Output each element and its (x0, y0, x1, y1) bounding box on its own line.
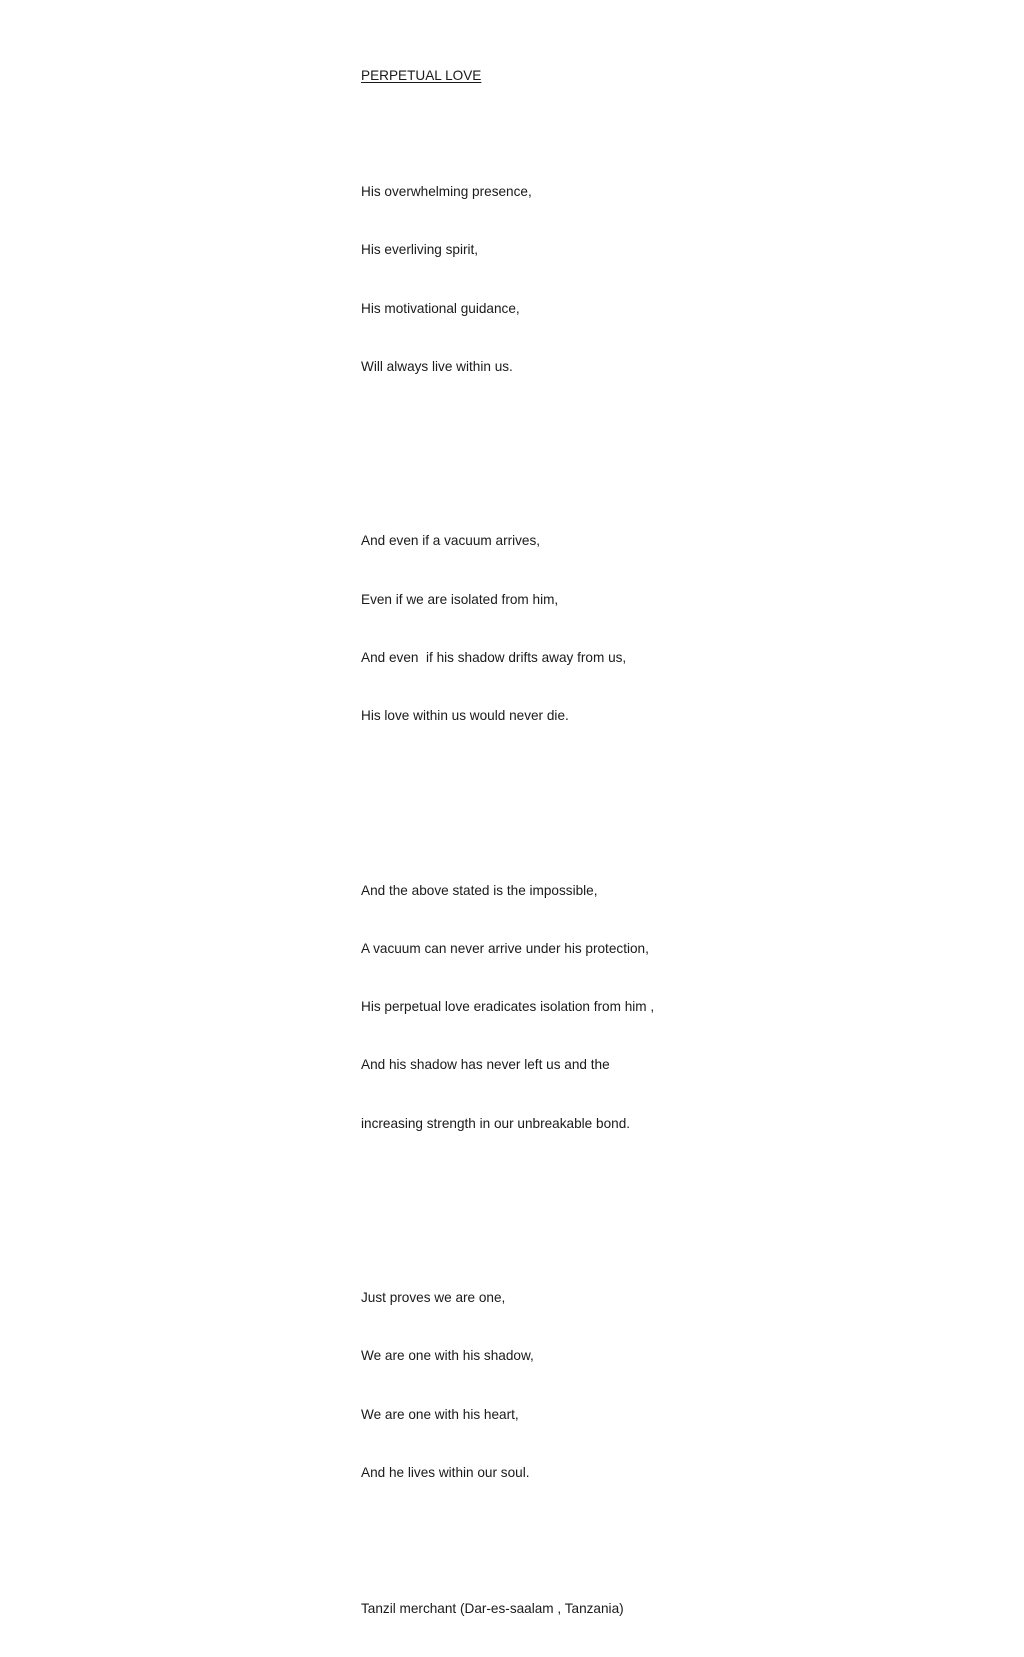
stanza-3 (361, 842, 781, 1172)
poem-line: And he lives within our soul. (361, 1464, 530, 1480)
poem-line: His everliving spirit, (361, 242, 479, 258)
poem-line: His love within us would never die. (361, 708, 569, 724)
poem-line: Just proves we are one, (361, 1290, 506, 1306)
poem (361, 27, 781, 1657)
stanza-2 (361, 493, 781, 765)
poem-line: We are one with his heart, (361, 1406, 519, 1422)
poem-line: And his shadow has never left us and the (361, 1057, 610, 1073)
poem-line: Even if we are isolated from him, (361, 591, 559, 607)
poem-line: And even if a vacuum arrives, (361, 533, 541, 549)
stanza-4 (361, 1249, 781, 1521)
poem-line: increasing strength in our unbreakable bond. (361, 1115, 631, 1131)
poem-line: We are one with his shadow, (361, 1348, 534, 1364)
stanza-1 (361, 143, 781, 415)
poem-title: PERPETUAL LOVE (361, 67, 482, 83)
poem-line: A vacuum can never arrive under his protection, (361, 940, 649, 956)
poem-line: His perpetual love eradicates isolation from him , (361, 999, 655, 1015)
poem-line: And the above stated is the impossible, (361, 882, 598, 898)
poem-line: His overwhelming presence, (361, 184, 532, 200)
poem-author: Tanzil merchant (Dar-es-saalam , Tanzania) (361, 1600, 624, 1616)
poem-line: His motivational guidance, (361, 300, 520, 316)
poem-line: Will always live within us. (361, 358, 513, 374)
poem-line: And even if his shadow drifts away from us, (361, 649, 627, 665)
